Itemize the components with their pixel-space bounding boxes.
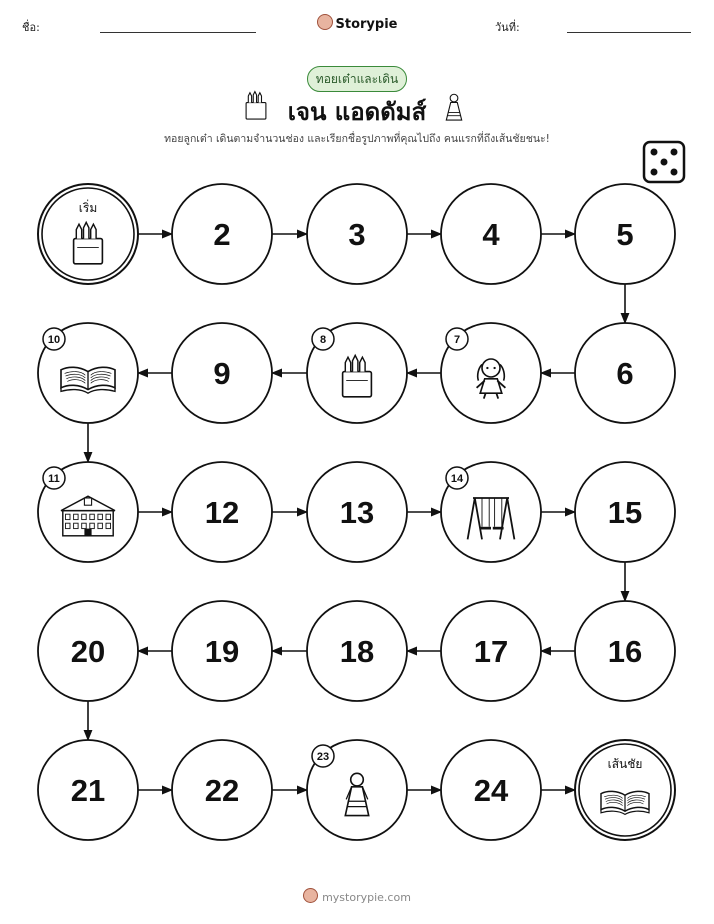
- board-cell[interactable]: [441, 184, 541, 284]
- board-cell[interactable]: [441, 323, 541, 423]
- board-cells: [38, 184, 675, 840]
- cell-number: 24: [473, 773, 509, 808]
- figure-icon: [446, 94, 461, 120]
- finish-cell[interactable]: [575, 740, 675, 840]
- cell-number: 23: [316, 751, 330, 763]
- board-cell[interactable]: [172, 462, 272, 562]
- board-cell[interactable]: [441, 601, 541, 701]
- cell-label: เริ่ม: [78, 201, 98, 215]
- board-cell[interactable]: [307, 601, 407, 701]
- board-cell[interactable]: [172, 184, 272, 284]
- cell-number: 14: [450, 473, 464, 485]
- book-icon: [601, 791, 649, 814]
- cell-number: 17: [473, 634, 509, 669]
- board-cell[interactable]: [38, 740, 138, 840]
- cell-number: 15: [607, 495, 643, 530]
- cell-number: 8: [319, 334, 327, 346]
- date-label: วันที่:: [495, 21, 520, 34]
- bear-icon: [303, 888, 318, 903]
- board-cell[interactable]: [575, 462, 675, 562]
- book-icon: [61, 367, 115, 393]
- cell-number: 11: [48, 473, 60, 485]
- page-title: เจน แอดดัมส์: [287, 98, 427, 126]
- cell-number: 2: [213, 217, 231, 252]
- cell-number: 10: [47, 334, 61, 346]
- cell-number: 20: [70, 634, 106, 669]
- dice-icon[interactable]: [644, 142, 684, 182]
- cell-number: 6: [616, 356, 634, 391]
- game-type-badge: ทอยเต๋าและเดิน: [307, 66, 407, 92]
- cell-number: 22: [204, 773, 240, 808]
- board-cell[interactable]: [441, 462, 541, 562]
- cell-number: 18: [339, 634, 375, 669]
- board-cell[interactable]: [575, 601, 675, 701]
- cell-number: 9: [213, 356, 231, 391]
- board-cell[interactable]: [307, 184, 407, 284]
- board-cell[interactable]: [575, 184, 675, 284]
- cell-number: 7: [453, 334, 461, 346]
- name-label: ชื่อ:: [22, 21, 40, 34]
- footer-url: mystorypie.com: [322, 891, 411, 904]
- cell-number: 19: [204, 634, 240, 669]
- board-cell[interactable]: [575, 323, 675, 423]
- cell-number: 12: [204, 495, 240, 530]
- brand-name: Storypie: [335, 17, 398, 32]
- board-cell[interactable]: [38, 323, 138, 423]
- cell-number: 3: [348, 217, 366, 252]
- cell-number: 16: [607, 634, 643, 669]
- board-cell[interactable]: [307, 462, 407, 562]
- start-cell[interactable]: [38, 184, 138, 284]
- board-cell[interactable]: [172, 601, 272, 701]
- board-cell[interactable]: [172, 323, 272, 423]
- board-cell[interactable]: [38, 601, 138, 701]
- cell-number: 4: [482, 217, 500, 252]
- board-cell[interactable]: [307, 740, 407, 840]
- crayons-icon: [246, 92, 266, 120]
- instructions: ทอยลูกเต๋า เดินตามจำนวนช่อง และเรียกชื่อรูปภาพที่คุณไปถึง คนแรกที่ถึงเส้นชัยชนะ!: [164, 133, 550, 145]
- cell-number: 5: [616, 217, 634, 252]
- cell-number: 13: [339, 495, 375, 530]
- board-cell[interactable]: [172, 740, 272, 840]
- board-cell[interactable]: [307, 323, 407, 423]
- cell-label: เส้นชัย: [607, 757, 643, 771]
- footer: [0, 888, 714, 904]
- cell-number: 21: [70, 773, 106, 808]
- board-cell[interactable]: [38, 462, 138, 562]
- board-cell[interactable]: [441, 740, 541, 840]
